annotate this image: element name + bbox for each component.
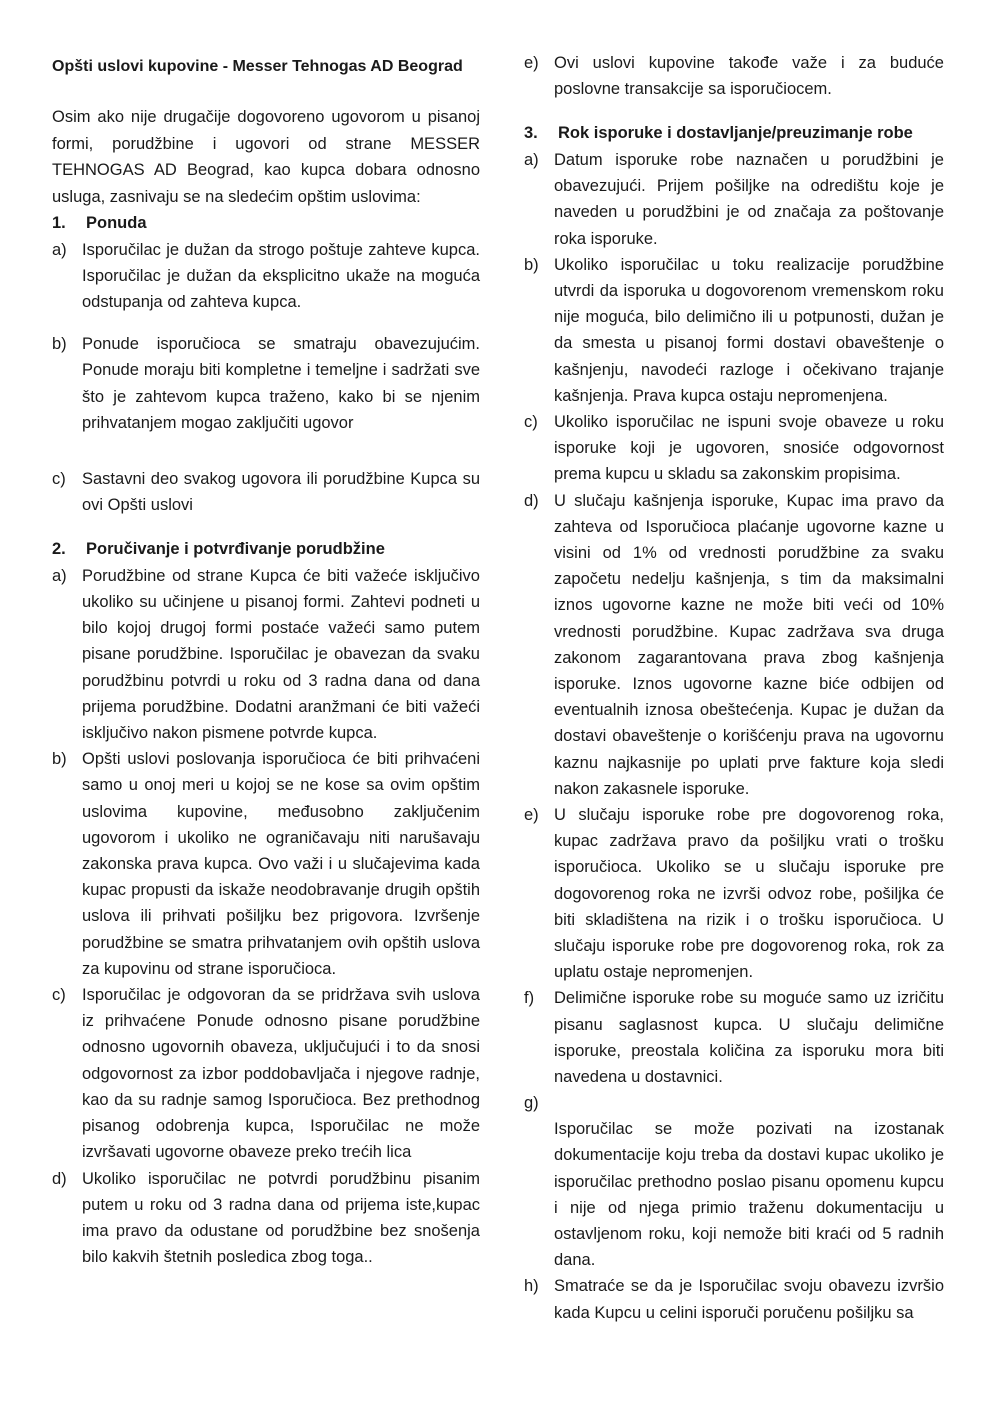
- item-label: g): [524, 1094, 539, 1113]
- item-text: U slučaju kašnjenja isporuke, Kupac ima pravo da zahteva od Isporučioca plaćanje ugovorne kazne u visini od 1% od vrednosti porudžbine za svaku započetu nedelju kašnjenja, s tim da maksimalni iznos ugovorne kazne ne može biti veći od 10% vrednosti porudžbine. Kupac zadržava sva druga zakonom zagarantovana prava zbog kašnjenja isporuke. Iznos ugovorne kazne biće odbijen od eventualnih iznosa obeštećenja. Kupac je dužan da dostavi obaveštenje o korišćenju prava na ugovornu kaznu najkasnije po uplati prve fakture koja sledi nakon zakasnele isporuke.: [554, 491, 944, 798]
- item-text: Datum isporuke robe naznačen u porudžbini je obavezujući. Prijem pošiljke na odredištu koje je naveden u porudžbini je od značaja za poštovanje roka isporuke.: [554, 150, 944, 248]
- item-text: Isporučilac se može pozivati na izostanak dokumentacije koju treba da dostavi kupac ukoliko je isporučilac prethodno poslao pisanu opomenu kupcu i nije od njega primio traženu dokumentaciju u ostavljenom roku, koji nemože biti kraći od 5 radnih dana.: [554, 1120, 944, 1270]
- item-text: Opšti uslovi poslovanja isporučioca će biti prihvaćeni samo u onoj meri u kojoj se ne kose sa ovim opštim uslovima kupovine, međusobno zaključenim ugovorom i ukoliko ne ograničavaju niti narušavaju zakonska prava kupca. Ovo važi i u slučajevima kada kupac propusti da iskaže neodobravanje drugih opštih uslova ili prihvati pošiljku bez prigovora. Izvršenje porudžbine se smatra prihvatanjem ovih opštih uslova za kupovinu od strane isporučioca.: [82, 750, 480, 978]
- list-item: [52, 331, 480, 436]
- list-item: [524, 50, 944, 102]
- intro-paragraph: Osim ako nije drugačije dogovoreno ugovorom u pisanoj formi, porudžbine i ugovori od strane MESSER TEHNOGAS AD Beograd, kao kupca dobara odnosno usluga, zasnivaju se na sledećim opštim uslovima:: [52, 108, 480, 206]
- list-item: [52, 746, 480, 982]
- item-label: f): [524, 989, 535, 1008]
- item-label: b): [52, 335, 67, 354]
- list-item: [52, 563, 480, 746]
- list-item: [52, 237, 480, 316]
- section-number: 3.: [524, 124, 538, 143]
- item-label: d): [52, 1169, 67, 1188]
- list-item: [524, 147, 944, 252]
- item-text: Smatraće se da je Isporučilac svoju obavezu izvršio kada Kupcu u celini isporuči poručenu pošiljku sa: [554, 1277, 944, 1322]
- section-number: 1.: [52, 214, 66, 232]
- list-item: [524, 409, 944, 488]
- section-title: Poručivanje i potvrđivanje porudbžine: [86, 540, 385, 559]
- item-text: Ukoliko isporučilac u toku realizacije porudžbine utvrdi da isporuka u dogovorenom vremenskom roku nije moguća, bilo delimično ili u potpunosti, dužan je da smesta u pisanoj formi dostavi obaveštenje o kašnjenju, navodeći razloge i očekivano trajanje kašnjenja. Prava kupca ostaju nepromenjena.: [554, 255, 944, 405]
- list-item: [524, 252, 944, 409]
- item-label: b): [52, 750, 67, 769]
- item-label: a): [52, 240, 67, 259]
- section-title: Rok isporuke i dostavljanje/preuzimanje robe: [558, 124, 913, 143]
- list-item: [52, 1166, 480, 1271]
- item-text: Ovi uslovi kupovine takođe važe i za buduće poslovne transakcije sa isporučiocem.: [554, 54, 944, 99]
- section-number: 2.: [52, 540, 66, 559]
- list-item: [524, 1116, 944, 1273]
- list-item: [52, 982, 480, 1165]
- item-label: c): [524, 412, 538, 431]
- item-text: Delimične isporuke robe su moguće samo uz izričitu pisanu saglasnost kupca. U slučaju delimične isporuke, preostala količina za isporuku mora biti navedena u dostavnici.: [554, 989, 944, 1087]
- document-title: Opšti uslovi kupovine - Messer Tehnogas AD Beograd: [52, 58, 463, 75]
- item-label: e): [524, 805, 539, 824]
- item-label: c): [52, 469, 66, 488]
- left-column: [52, 50, 480, 1270]
- section-heading-rok-isporuke: [524, 120, 944, 147]
- item-text: Isporučilac je dužan da strogo poštuje zahteve kupca. Isporučilac je dužan da eksplicitno ukaže na moguća odstupanja od zahteva kupca.: [82, 240, 480, 311]
- item-label: b): [524, 255, 539, 274]
- list-item: [524, 985, 944, 1090]
- item-text: Sastavni deo svakog ugovora ili porudžbine Kupca su ovi Opšti uslovi: [82, 469, 480, 515]
- section-heading-porucivanje: [52, 536, 480, 563]
- item-text: Ponude isporučioca se smatraju obavezujućim. Ponude moraju biti kompletne i temeljne i sadržati sve što je zahtevom kupca traženo, kako bi se njenim prihvatanjem mogao zaključiti ugovor: [82, 335, 480, 432]
- list-item: [524, 1090, 944, 1116]
- item-label: [524, 1116, 554, 1273]
- item-label: c): [52, 986, 66, 1005]
- item-text: U slučaju isporuke robe pre dogovorenog roka, kupac zadržava pravo da pošiljku vrati o trošku isporučioca. Ukoliko se u slučaju isporuke pre dogovorenog roka ne izvrši odvoz robe, pošiljka će biti skladištena na rizik i o trošku isporučioca. U slučaju isporuke robe pre dogovorenog roka, rok za uplatu ostaje nepromenjen.: [554, 805, 944, 982]
- list-item: [524, 488, 944, 802]
- item-text: Porudžbine od strane Kupca će biti važeće isključivo ukoliko su učinjene u pisanoj formi. Zahtevi podneti u bilo kojoj drugoj formi postaće važeći samo putem pisane porudžbine. Isporučilac je obavezan da svaku porudžbinu potvrdi u roku od 3 radna dana od dana prijema porudžbine. Dodatni aranžmani će biti važeći isključivo nakon pismene potvrde kupca.: [82, 566, 480, 743]
- item-text: Ukoliko isporučilac ne potvrdi porudžbinu pisanim putem u roku od 3 radna dana od prijema iste,kupac ima pravo da odustane od porudžbine bez snošenja bilo kakvih štetnih posledica zbog toga..: [82, 1169, 480, 1267]
- right-column: [524, 50, 944, 1326]
- item-text: [554, 1090, 944, 1116]
- item-label: d): [524, 491, 539, 510]
- item-label: a): [524, 150, 539, 169]
- item-label: e): [524, 54, 539, 72]
- section-heading-ponuda: [52, 210, 480, 237]
- section-title: Ponuda: [86, 214, 147, 232]
- item-text: Isporučilac je odgovoran da se pridržava svih uslova iz prihvaćene Ponude odnosno pisane porudžbine odnosno ugovornih obaveza, uključujući i to da snosi odgovornost za izbor poddobavljača i njegove radnje, kao da su radnje samog Isporučioca. Bez prethodnog pisanog odobrenja kupca, Isporučilac ne može izvršavati ugovorne obaveze preko trećih lica: [82, 986, 480, 1162]
- list-item: [524, 1273, 944, 1325]
- item-text: Ukoliko isporučilac ne ispuni svoje obaveze u roku isporuke koji je ugovoren, snosiće odgovornost prema kupcu u skladu sa zakonskim propisima.: [554, 412, 944, 484]
- item-label: a): [52, 566, 67, 585]
- list-item: [524, 802, 944, 985]
- list-item: [52, 466, 480, 518]
- item-label: h): [524, 1277, 539, 1296]
